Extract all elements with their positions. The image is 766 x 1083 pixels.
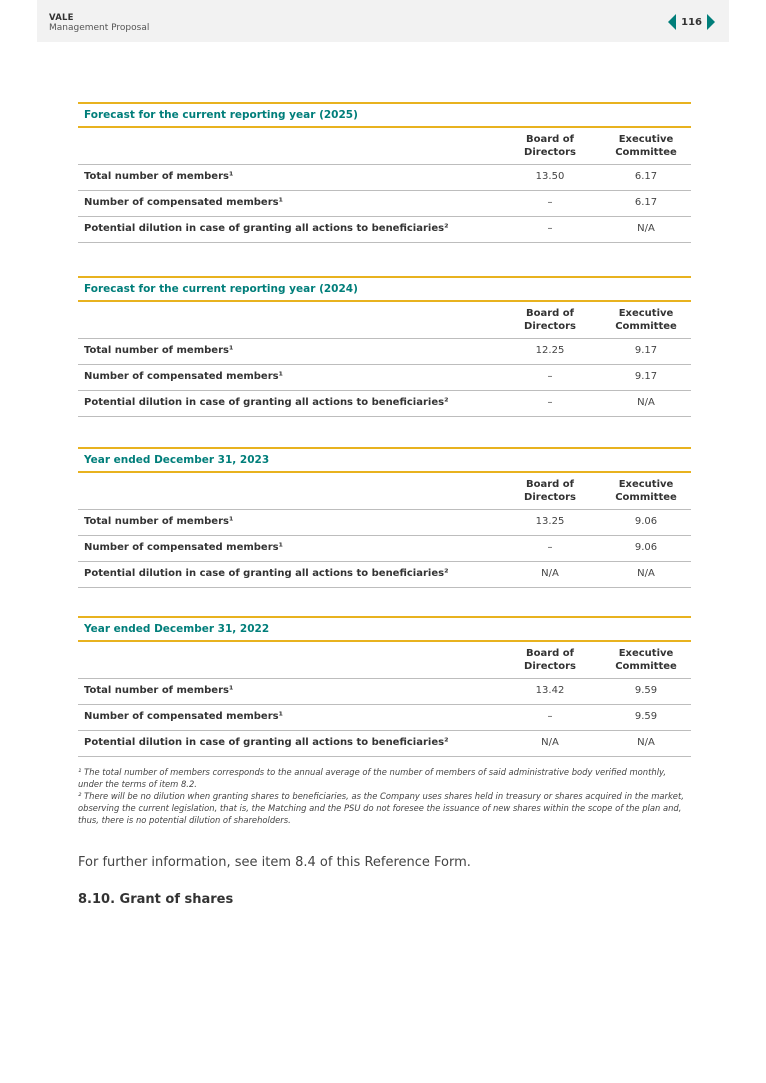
board-value: N/A	[541, 737, 559, 748]
row-label: Potential dilution in case of granting all actions to beneficiaries²	[84, 223, 449, 234]
executive-value: N/A	[637, 397, 655, 408]
table-row	[78, 562, 691, 588]
footnote-2: ² There will be no dilution when granting shares to beneficiaries, as the Company uses shares held in treasury or shares acquired in the market, observing the current legislation, that is, the Matching and the PSU do not foresee the issuance of new shares within the scope of the plan and, thus, there is no potential dilution of shareholders.	[78, 791, 684, 825]
executive-value: 6.17	[634, 197, 658, 208]
table-year-2023	[78, 447, 691, 588]
row-label: Potential dilution in case of granting all actions to beneficiaries²	[84, 568, 449, 579]
board-value: –	[547, 542, 553, 553]
table-row	[78, 705, 691, 731]
table-row	[78, 165, 691, 191]
executive-value: 9.06	[634, 516, 658, 527]
row-label: Number of compensated members¹	[84, 197, 283, 208]
table-title: Year ended December 31, 2023	[78, 447, 691, 473]
table-row	[78, 510, 691, 536]
table-row	[78, 339, 691, 365]
board-value: –	[547, 223, 553, 234]
row-label: Total number of members¹	[84, 171, 234, 182]
column-header-executive: Executive Committee	[615, 308, 677, 332]
column-headers	[78, 302, 691, 339]
table-forecast-2024	[78, 276, 691, 417]
board-value: –	[547, 397, 553, 408]
brand-name: VALE	[49, 13, 74, 23]
table-row	[78, 391, 691, 417]
table-title: Forecast for the current reporting year (2025)	[78, 102, 691, 128]
table-row	[78, 365, 691, 391]
table-row	[78, 731, 691, 757]
executive-value: 9.06	[634, 542, 658, 553]
row-label: Potential dilution in case of granting all actions to beneficiaries²	[84, 397, 449, 408]
table-year-2022	[78, 616, 691, 757]
document-subtitle: Management Proposal	[49, 23, 150, 33]
board-value: 13.25	[535, 516, 565, 527]
table-forecast-2025	[78, 102, 691, 243]
executive-value: N/A	[637, 223, 655, 234]
executive-value: 9.59	[634, 711, 658, 722]
board-value: 12.25	[535, 345, 565, 356]
page-number: 116	[681, 16, 702, 28]
table-row	[78, 217, 691, 243]
table-title: Year ended December 31, 2022	[78, 616, 691, 642]
executive-value: 9.17	[634, 345, 658, 356]
column-header-board: Board of Directors	[524, 308, 576, 332]
footnote-1: ¹ The total number of members corresponds to the annual average of the number of members of said administrative body verified monthly, under the terms of item 8.2.	[78, 767, 666, 789]
previous-page-icon[interactable]	[668, 14, 676, 30]
board-value: 13.42	[535, 685, 565, 696]
board-value: –	[547, 371, 553, 382]
board-value: N/A	[541, 568, 559, 579]
footnotes	[78, 766, 691, 826]
row-label: Total number of members¹	[84, 345, 234, 356]
board-value: –	[547, 711, 553, 722]
executive-value: 9.59	[634, 685, 658, 696]
section-heading: 8.10. Grant of shares	[78, 892, 234, 907]
table-row	[78, 536, 691, 562]
column-header-board: Board of Directors	[524, 648, 576, 672]
next-page-icon[interactable]	[707, 14, 715, 30]
column-headers	[78, 642, 691, 679]
column-headers	[78, 473, 691, 510]
table-row	[78, 191, 691, 217]
column-header-executive: Executive Committee	[615, 648, 677, 672]
executive-value: N/A	[637, 568, 655, 579]
executive-value: N/A	[637, 737, 655, 748]
column-header-board: Board of Directors	[524, 479, 576, 503]
row-label: Total number of members¹	[84, 516, 234, 527]
table-title: Forecast for the current reporting year (2024)	[78, 276, 691, 302]
column-header-board: Board of Directors	[524, 134, 576, 158]
row-label: Number of compensated members¹	[84, 711, 283, 722]
page-header	[37, 0, 729, 42]
executive-value: 6.17	[634, 171, 658, 182]
row-label: Number of compensated members¹	[84, 542, 283, 553]
column-headers	[78, 128, 691, 165]
column-header-executive: Executive Committee	[615, 134, 677, 158]
row-label: Number of compensated members¹	[84, 371, 283, 382]
executive-value: 9.17	[634, 371, 658, 382]
row-label: Potential dilution in case of granting all actions to beneficiaries²	[84, 737, 449, 748]
column-header-executive: Executive Committee	[615, 479, 677, 503]
board-value: –	[547, 197, 553, 208]
row-label: Total number of members¹	[84, 685, 234, 696]
pager	[668, 13, 715, 31]
table-row	[78, 679, 691, 705]
board-value: 13.50	[535, 171, 565, 182]
further-information-text: For further information, see item 8.4 of this Reference Form.	[78, 855, 471, 870]
